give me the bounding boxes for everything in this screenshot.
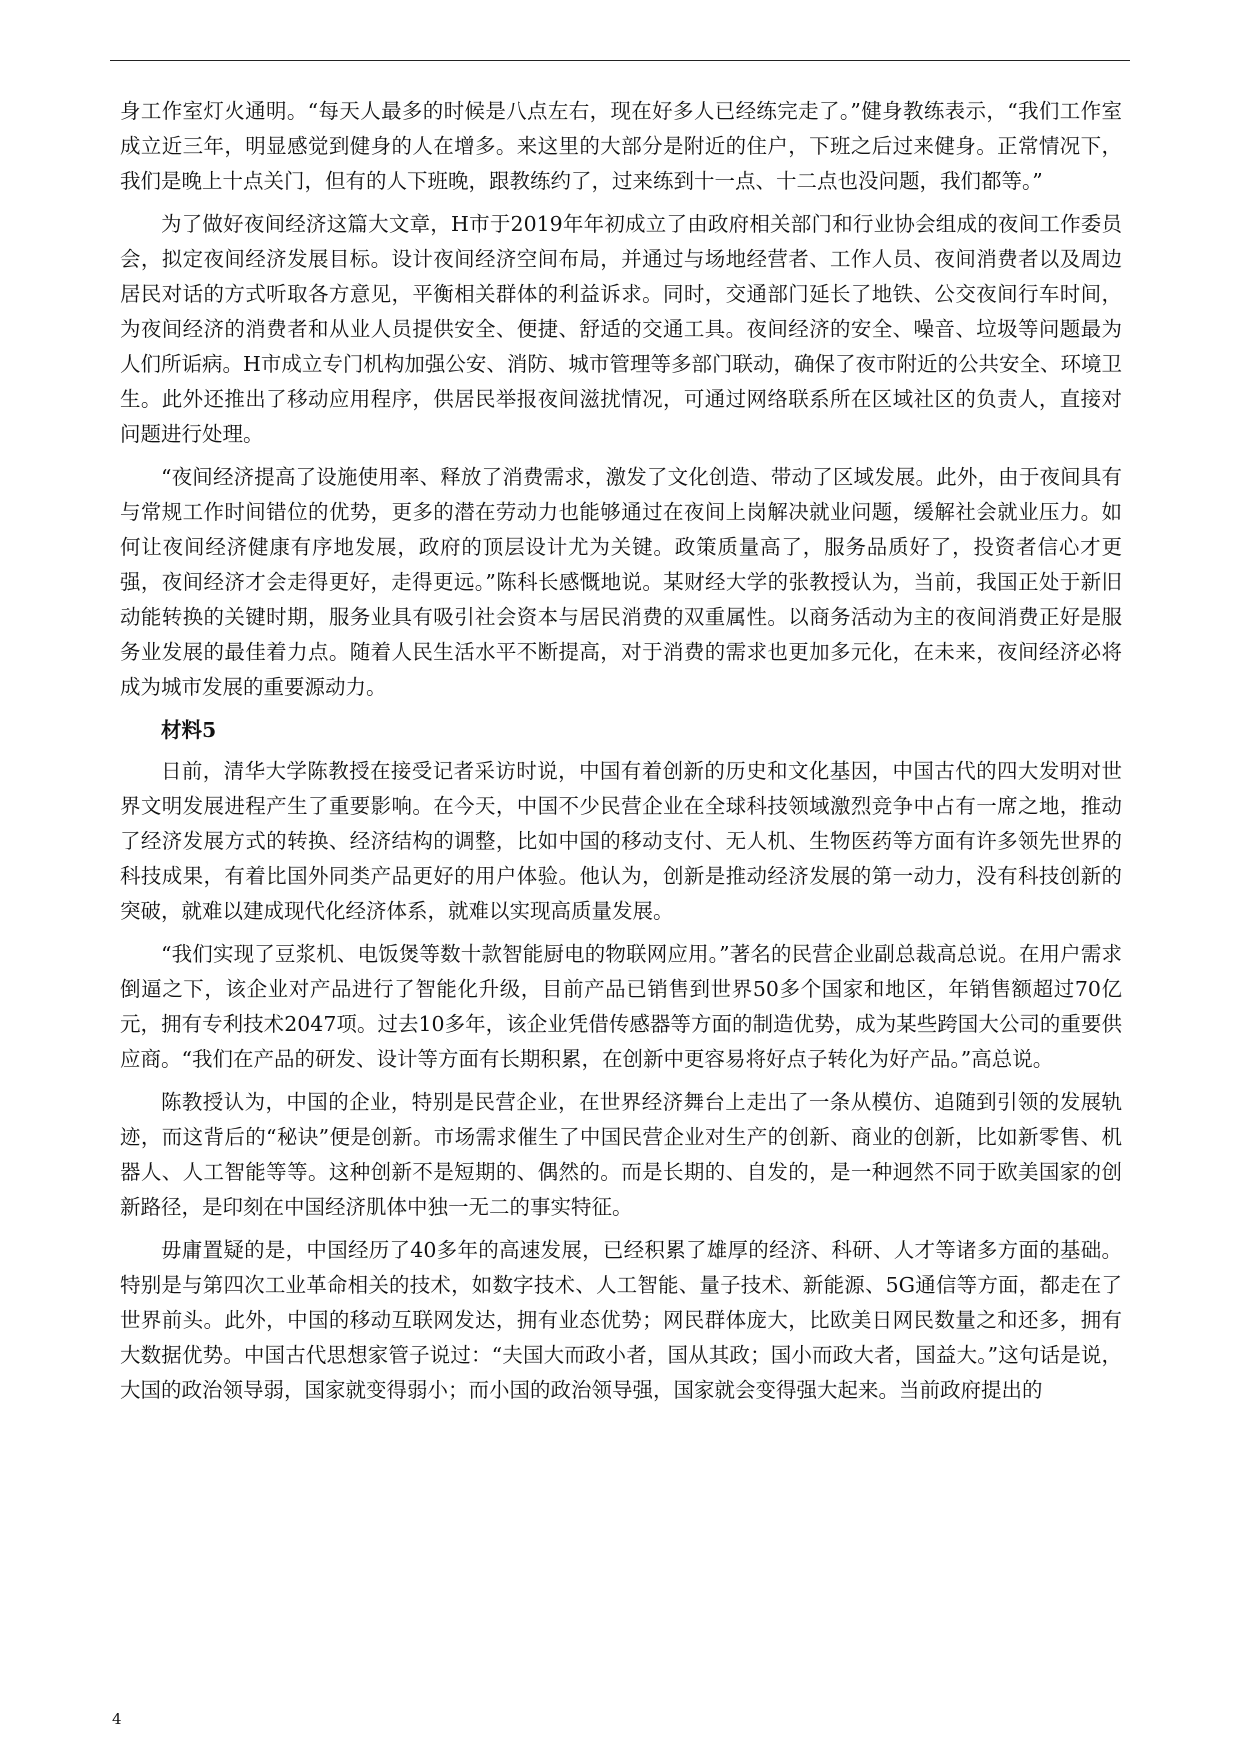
section-heading: 材料5 (161, 718, 217, 742)
paragraph: 日前，清华大学陈教授在接受记者采访时说，中国有着创新的历史和文化基因，中国古代的四大发明对世界文明发展进程产生了重要影响。在今天，中国不少民营企业在全球科技领域激烈竞争中占有一席之地，推动了经济发展方式的转换、经济结构的调整，比如中国的移动支付、无人机、生物医药等方面有许多领先世界的科技成果，有着比国外同类产品更好的用户体验。他认为，创新是推动经济发展的第一动力，没有科技创新的突破，就难以建成现代化经济体系，就难以实现高质量发展。 (120, 759, 1122, 923)
paragraph: 陈教授认为，中国的企业，特别是民营企业，在世界经济舞台上走出了一条从模仿、追随到引领的发展轨迹，而这背后的“秘诀”便是创新。市场需求催生了中国民营企业对生产的创新、商业的创新，比如新零售、机器人、人工智能等等。这种创新不是短期的、偶然的。而是长期的、自发的，是一种迥然不同于欧美国家的创新路径，是印刻在中国经济肌体中独一无二的事实特征。 (120, 1090, 1122, 1219)
paragraph: “我们实现了豆浆机、电饭煲等数十款智能厨电的物联网应用。”著名的民营企业副总裁高总说。在用户需求倒逼之下，该企业对产品进行了智能化升级，目前产品已销售到世界50多个国家和地区，年销售额超过70亿元，拥有专利技术2047项。过去10多年，该企业凭借传感器等方面的制造优势，成为某些跨国大公司的重要供应商。“我们在产品的研发、设计等方面有长期积累，在创新中更容易将好点子转化为好产品。”高总说。 (120, 942, 1122, 1071)
paragraph: 毋庸置疑的是，中国经历了40多年的高速发展，已经积累了雄厚的经济、科研、人才等诸多方面的基础。特别是与第四次工业革命相关的技术，如数字技术、人工智能、量子技术、新能源、5G通信等方面，都走在了世界前头。此外，中国的移动互联网发达，拥有业态优势；网民群体庞大，比欧美日网民数量之和还多，拥有大数据优势。中国古代思想家管子说过：“夫国大而政小者，国从其政；国小而政大者，国益大。”这句话是说，大国的政治领导弱，国家就变得弱小；而小国的政治领导强，国家就会变得强大起来。当前政府提出的 (120, 1238, 1122, 1402)
page-body (120, 94, 1122, 1416)
paragraph: “夜间经济提高了设施使用率、释放了消费需求，激发了文化创造、带动了区域发展。此外，由于夜间具有与常规工作时间错位的优势，更多的潜在劳动力也能够通过在夜间上岗解决就业问题，缓解社会就业压力。如何让夜间经济健康有序地发展，政府的顶层设计尤为关键。政策质量高了，服务品质好了，投资者信心才更强，夜间经济才会走得更好，走得更远。”陈科长感慨地说。某财经大学的张教授认为，当前，我国正处于新旧动能转换的关键时期，服务业具有吸引社会资本与居民消费的双重属性。以商务活动为主的夜间消费正好是服务业发展的最佳着力点。随着人民生活水平不断提高，对于消费的需求也更加多元化，在未来，夜间经济必将成为城市发展的重要源动力。 (120, 465, 1122, 699)
page-number: 4 (112, 1710, 122, 1728)
paragraph: 为了做好夜间经济这篇大文章，H市于2019年年初成立了由政府相关部门和行业协会组成的夜间工作委员会，拟定夜间经济发展目标。设计夜间经济空间布局，并通过与场地经营者、工作人员、夜间消费者以及周边居民对话的方式听取各方意见，平衡相关群体的利益诉求。同时，交通部门延长了地铁、公交夜间行车时间，为夜间经济的消费者和从业人员提供安全、便捷、舒适的交通工具。夜间经济的安全、噪音、垃圾等问题最为人们所诟病。H市成立专门机构加强公安、消防、城市管理等多部门联动，确保了夜市附近的公共安全、环境卫生。此外还推出了移动应用程序，供居民举报夜间滋扰情况，可通过网络联系所在区域社区的负责人，直接对问题进行处理。 (120, 212, 1122, 446)
paragraph: 身工作室灯火通明。“每天人最多的时候是八点左右，现在好多人已经练完走了。”健身教练表示，“我们工作室成立近三年，明显感觉到健身的人在增多。来这里的大部分是附近的住户，下班之后过来健身。正常情况下，我们是晚上十点关门，但有的人下班晚，跟教练约了，过来练到十一点、十二点也没问题，我们都等。” (120, 99, 1122, 193)
header-rule (110, 60, 1130, 61)
